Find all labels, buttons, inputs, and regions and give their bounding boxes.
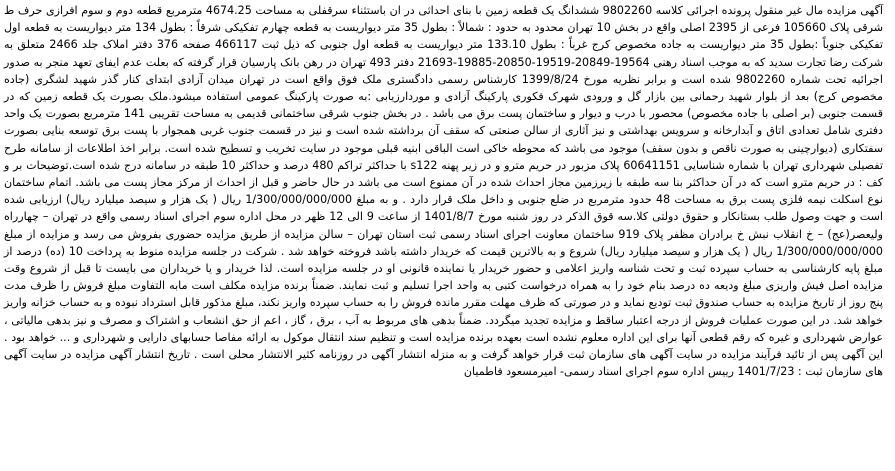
auction-notice-text: آگهی مزایده مال غیر منقول پرونده اجرائی کلاسه 9802260 ششدانگ یک قطعه زمین با بنای احداثی در ان باستثناء سرقفلی به مساحت 4674.25 مترمربع قطعه دوم و سوم افرازی حرف ط شرقی پلاک 105660 فرعی از 2395 اصلی واقع در بخش 10 تهران محدود به حدود : شمالاً : بطول 35 متر دیواریست به قطعه چهارم تفکیکی شرقاً : بطول 134 متر دیواریست به قطعه اول تفکیکی جنوباً :بطول 35 متر دیواریست به جاده مخصوص کرج غرباً : بطول 133.10 متر دیواریست به قطعه اول جنوبی که ذیل ثبت 466117 صفحه 376 دفتر املاک جلد 2466 متعلق به شرکت رضا تجارت سدید که به موجب اسناد رهنی 19564-20849-19519-20850-19885-21693 دفتر 493 تهران در رهن بانک پارسیان قرار گرفته که بعلت عدم ایفای تعهد منجر به صدور اجرائیه تحت شماره 9802260 شده است و برابر نظریه مورخ 1399/8/24 کارشناس رسمی دادگستری ملک فوق واقع است در تهران میدان آزادی ابتدای کنار گذر شهید لشگری (جاده مخصوص کرج) بعد از بلوار شهید رحمانی بین بازار گل و ورودی شهرک فکوری پارکینگ آزادی و موردارزیابی :به صورت پارکینگ عمومی استفاده میشود.ملک بصورت یک قطعه زمین که در قسمت جنوبی (بر اصلی با جاده مخصوص) محصور با درب و دیوار و ساختمان پست برق می باشد . در بخش جنوب شرقی ساختمانی قدیمی به مساحت تقریبی 141 مترمربع بصورت یک واحد دفتری شامل تعدادی اتاق و آبدارخانه و سرویس بهداشتی و نیز آثاری از سالن صنعتی که سقف آن برداشته شده است و نیز در قسمت جنوب غربی همجوار با پست برق توسعه بنایی بصورت سفتکاری (دیوارچینی به صورت ناقص و بدون سقف) موجود می باشد که محوطه خاکی است الباقی ابنیه قبلی موجود در سایت تخریب و تسطیح شده است. برابر اخذ اطلاعات از سامانه طرح تفصیلی شهرداری تهران با شماره شناسایی 60641151 پلاک مزبور در حریم مترو و در زیر پهنه s122 با حداکثر تراکم 480 درصد و حداکثر 10 طبقه در سامانه درج شده است.توضیحات بر و کف : در حریم مترو است که در آن حداکثر بنا سه طبقه با زیرزمین مجاز احداث شده در آن ممنوع است می باشد در حال حاضر و قبل از احداث از مرکز مجاز پست می باشد. اتمام ساختمان نوع اسکلت نیمه فلزی پست برق به مساحت 48 حدود مترمربع در ضلع جنوبی و داخل ملک قرار دارد . و به مبلغ 1/300/000/000/000 ریال ( یک هزار و سیصد میلیارد ریال) ارزیابی شده است و جهت وصول طلب بستانکار و حقوق دولتی کلا.سه قوق الذکر در روز شنبه مورخ 1401/8/7 از ساعت 9 الی 12 ظهر در محل اداره سوم اجرای اسناد رسمی واقع در تهران – چهارراه ولیعصر(عج) – خ انقلاب نبش خ برادران مظفر پلاک 919 ساختمان معاونت اجرای اسناد رسمی ثبت استان تهران – سالن مزایده از طریق مزایده حضوری بفروش می رسد و مزایده از مبلغ 1/300/000/000/000 ریال ( یک هزار و سیصد میلیارد ریال) شروع و به بالاترین قیمت که خریدار داشته باشد فروخته خواهد شد . شرکت در جلسه مزایده منوط به پرداخت 10 (ده) درصد از مبلغ پایه کارشناسی به حساب سپرده ثبت و تحت شناسه واریز اعلامی و حضور خریدار یا نماینده قانونی او در جلسه مزایده است. لذا خریدار و یا خریداران می بایست تا قبل از شروع وقت مزایده اصل فیش واریزی مبلغ ودیعه ده درصد بنام خود را به همراه درخواست کتبی به واحد اجرا تسلیم و ثبت نمایند. ضمناً برنده مزایده مکلف است مابه التفاوت مبلغ فروش را ظرف مدت پنج روز از تاریخ مزایده به حساب صندوق ثبت تودیع نماید و در صورتی که ظرف مهلت مقرر مانده فروش را به حساب سپرده واریز نکند، مبلغ مذکور قابل استرداد نبوده و به حساب خزانه واریز خواهد شد. در این صورت عملیات فروش از درجه اعتبار ساقط و مزایده تجدید میگردد. ضمناً بدهی های مربوط به آب ، برق ، گاز ، اعم از حق انشعاب و اشتراک و مصرف و نیز بدهی مالیاتی ، عوارض شهرداری و غیره که رقم قطعی آنها برای این اداره معلوم نشده است بعهده برنده مزایده است و تنظیم سند انتقال موکول به ارائه مفاصا حسابهای دارایی و شهرداری و ... خواهد بود . این آگهی پس از تائید فرآیند مزایده در سایت آگهی های سازمان ثبت قرار خواهد گرفت و به منزله انتشار آگهی در روزنامه کثیر الانتشار محلی است . تاریخ انتشار آگهی مزایده در سایت آگهی های سازمان ثبت : 1401/7/23 رییس اداره سوم اجرای اسناد رسمی- امیرمسعود فاطمیان: [4, 4, 884, 379]
